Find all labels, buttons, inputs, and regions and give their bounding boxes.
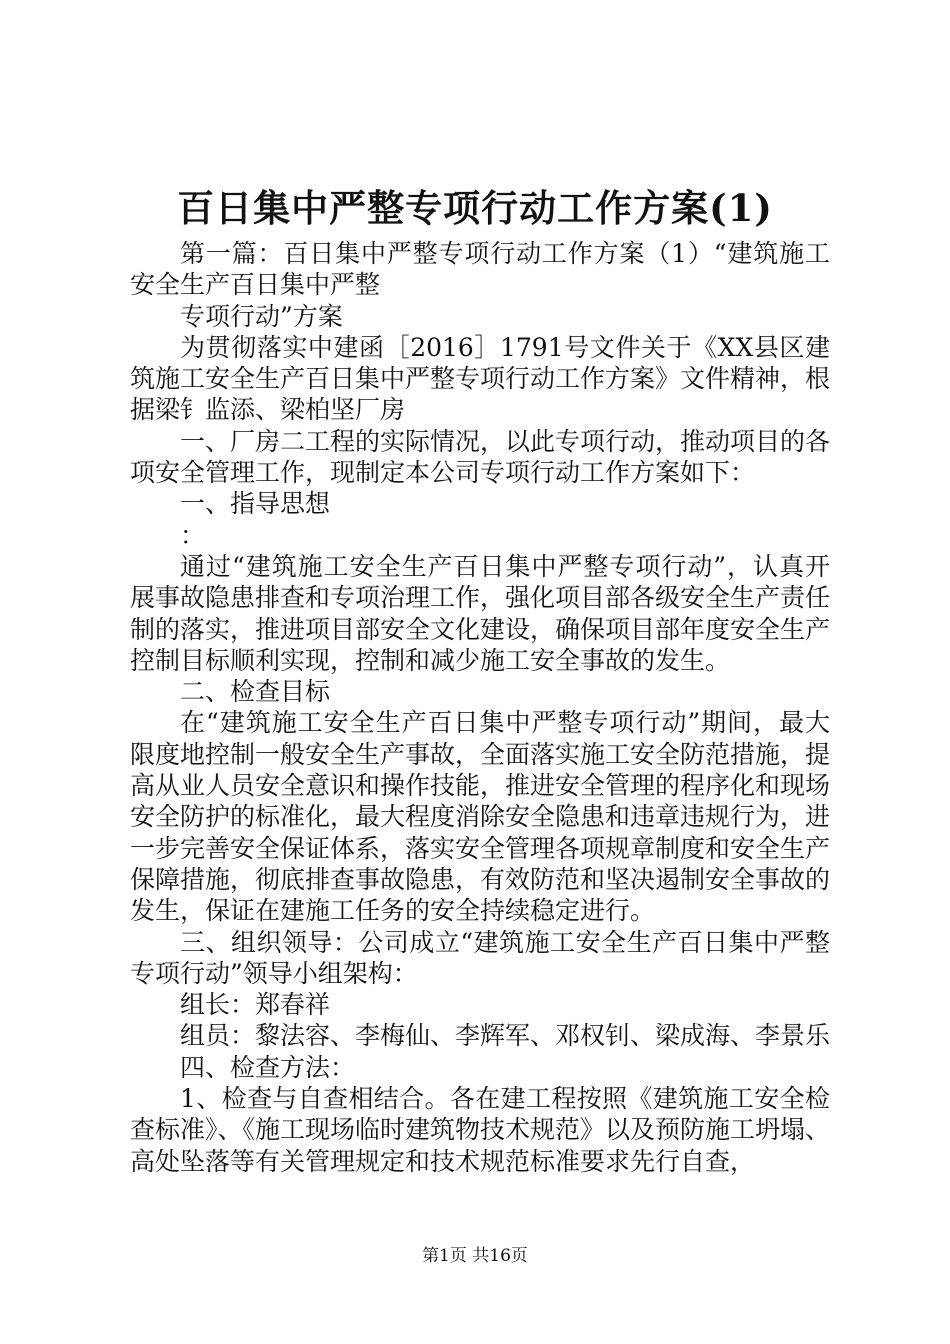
document-title: 百日集中严整专项行动工作方案(1) [177, 186, 773, 230]
section-heading: 四、检查方法： [180, 1052, 356, 1082]
paragraph: 三、组织领导：公司成立“建筑施工安全生产百日集中严整专项行动”领导小组架构： [130, 927, 830, 988]
paragraph: 组员：黎法容、李梅仙、李辉军、邓权钊、梁成海、李景乐 [180, 1021, 831, 1051]
section-heading: 二、检查目标 [180, 677, 331, 707]
paragraph: 组长：郑春祥 [180, 990, 331, 1020]
paragraph: 专项行动”方案 [180, 301, 343, 331]
paragraph: 在“建筑施工安全生产百日集中严整专项行动”期间，最大限度地控制一般安全生产事故，全面落实施工安全防范措施，提高从业人员安全意识和操作技能，推进安全管理的程序化和现场安全防护的标准化，最大程度消除安全隐患和违章违规行为，进一步完善安全保证体系，落实安全管理各项规章制度和安全生产保障措施，彻底排查事故隐患，有效防范和坚决遏制安全事故的发生，保证在建施工任务的安全持续稳定进行。 [130, 708, 831, 926]
paragraph: ： [180, 520, 206, 550]
section-heading: 一、指导思想 [180, 489, 331, 519]
paragraph: 通过“建筑施工安全生产百日集中严整专项行动”，认真开展事故隐患排查和专项治理工作，强化项目部各级安全生产责任制的落实，推进项目部安全文化建设，确保项目部年度安全生产控制目标顺利实现，控制和减少施工安全事故的发生。 [130, 551, 831, 675]
paragraph: 为贯彻落实中建函［2016］1791号文件关于《XX县区建筑施工安全生产百日集中严整专项行动工作方案》文件精神，根据梁钅监添、梁柏坚厂房 [130, 332, 831, 425]
paragraph: 一、厂房二工程的实际情况，以此专项行动，推动项目的各项安全管理工作，现制定本公司专项行动工作方案如下： [130, 426, 831, 488]
paragraph: 1、检查与自查相结合。各在建工程按照《建筑施工安全检查标准》、《施工现场临时建筑物技术规范》以及预防施工坍塌、高处坠落等有关管理规定和技术规范标准要求先行自查， [130, 1084, 831, 1176]
page-number: 第1页 共16页 [422, 1246, 528, 1266]
document-body [130, 238, 830, 1177]
paragraph: 第一篇：百日集中严整专项行动工作方案（1）“建筑施工安全生产百日集中严整 [130, 239, 830, 300]
